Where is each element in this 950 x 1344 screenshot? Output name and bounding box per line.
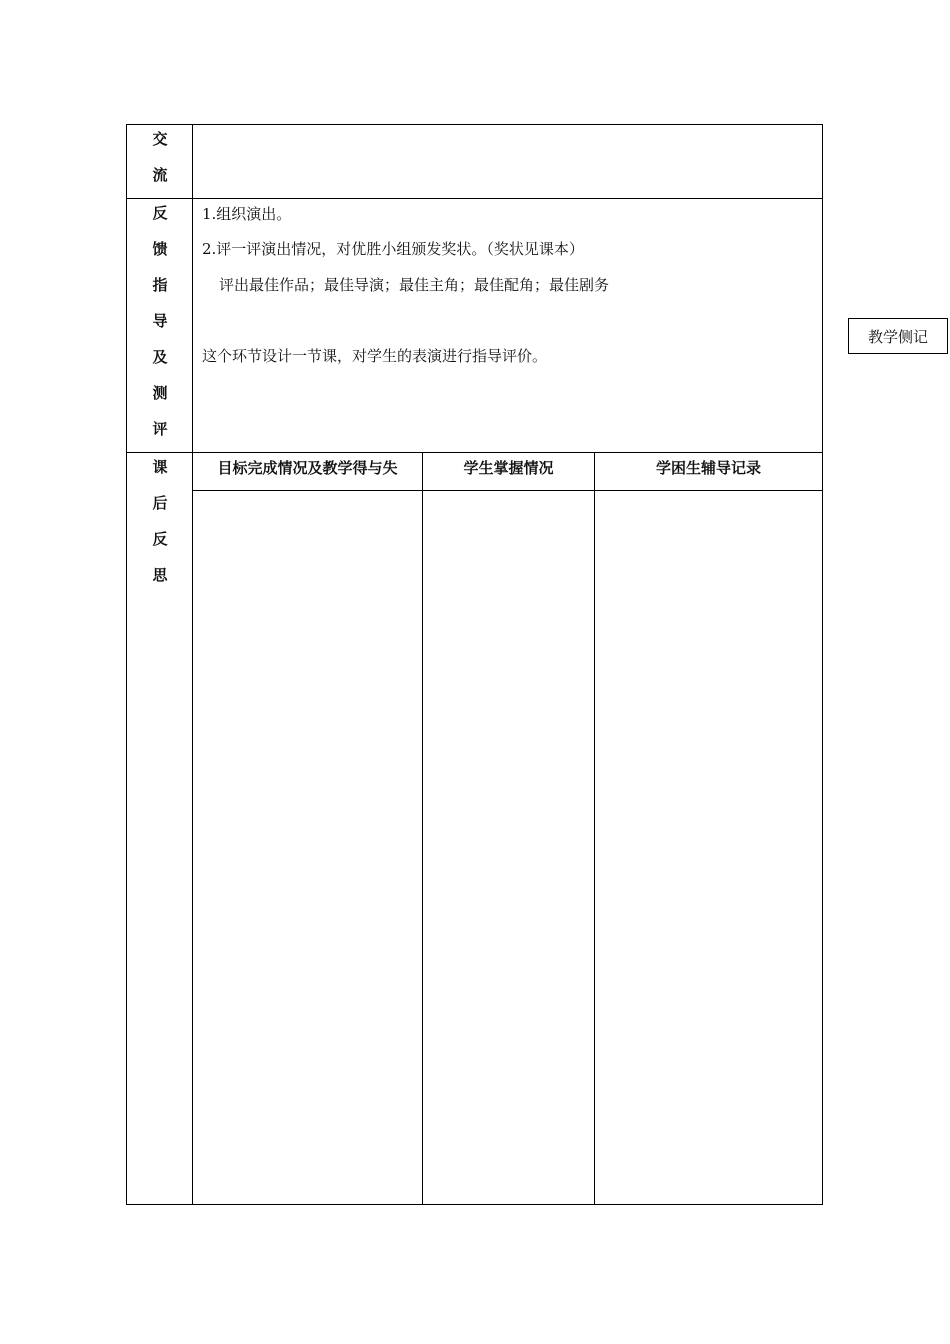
feedback-label-char: 指 [152,276,168,294]
feedback-line-4: 这个环节设计一节课，对学生的表演进行指导评价。 [202,347,548,365]
feedback-label-char: 导 [152,312,168,330]
feedback-label-char: 反 [152,204,168,222]
table-right-border [822,124,823,1205]
row-divider-1 [126,198,823,199]
reflection-column-divider-1 [422,452,423,1205]
feedback-label-char: 馈 [152,240,168,258]
column-header-tutoring-record: 学困生辅导记录 [655,459,761,477]
feedback-label-char: 测 [152,384,168,402]
table-top-border [126,124,823,125]
column-header-divider [193,490,823,491]
exchange-label-char: 交 [152,130,168,148]
feedback-line-3: 评出最佳作品；最佳导演；最佳主角；最佳配角；最佳剧务 [219,276,610,294]
table-bottom-border [126,1204,823,1205]
feedback-label-char: 评 [152,420,168,438]
reflection-label-char: 反 [152,530,168,548]
column-header-student-mastery: 学生掌握情况 [463,459,554,477]
reflection-label-char: 后 [152,494,168,512]
exchange-label-char: 流 [152,166,168,184]
feedback-line-2: 2.评一评演出情况，对优胜小组颁发奖状。（奖状见课本） [202,240,584,258]
reflection-column-divider-2 [594,452,595,1205]
side-note-box [848,318,948,354]
feedback-line-1: 1.组织演出。 [202,205,292,223]
column-header-goals: 目标完成情况及教学得与失 [217,459,398,477]
row-divider-2 [126,452,823,453]
side-note-label: 教学侧记 [867,327,928,346]
reflection-label-char: 思 [152,566,168,584]
feedback-label-char: 及 [152,348,168,366]
reflection-label-char: 课 [152,458,168,476]
